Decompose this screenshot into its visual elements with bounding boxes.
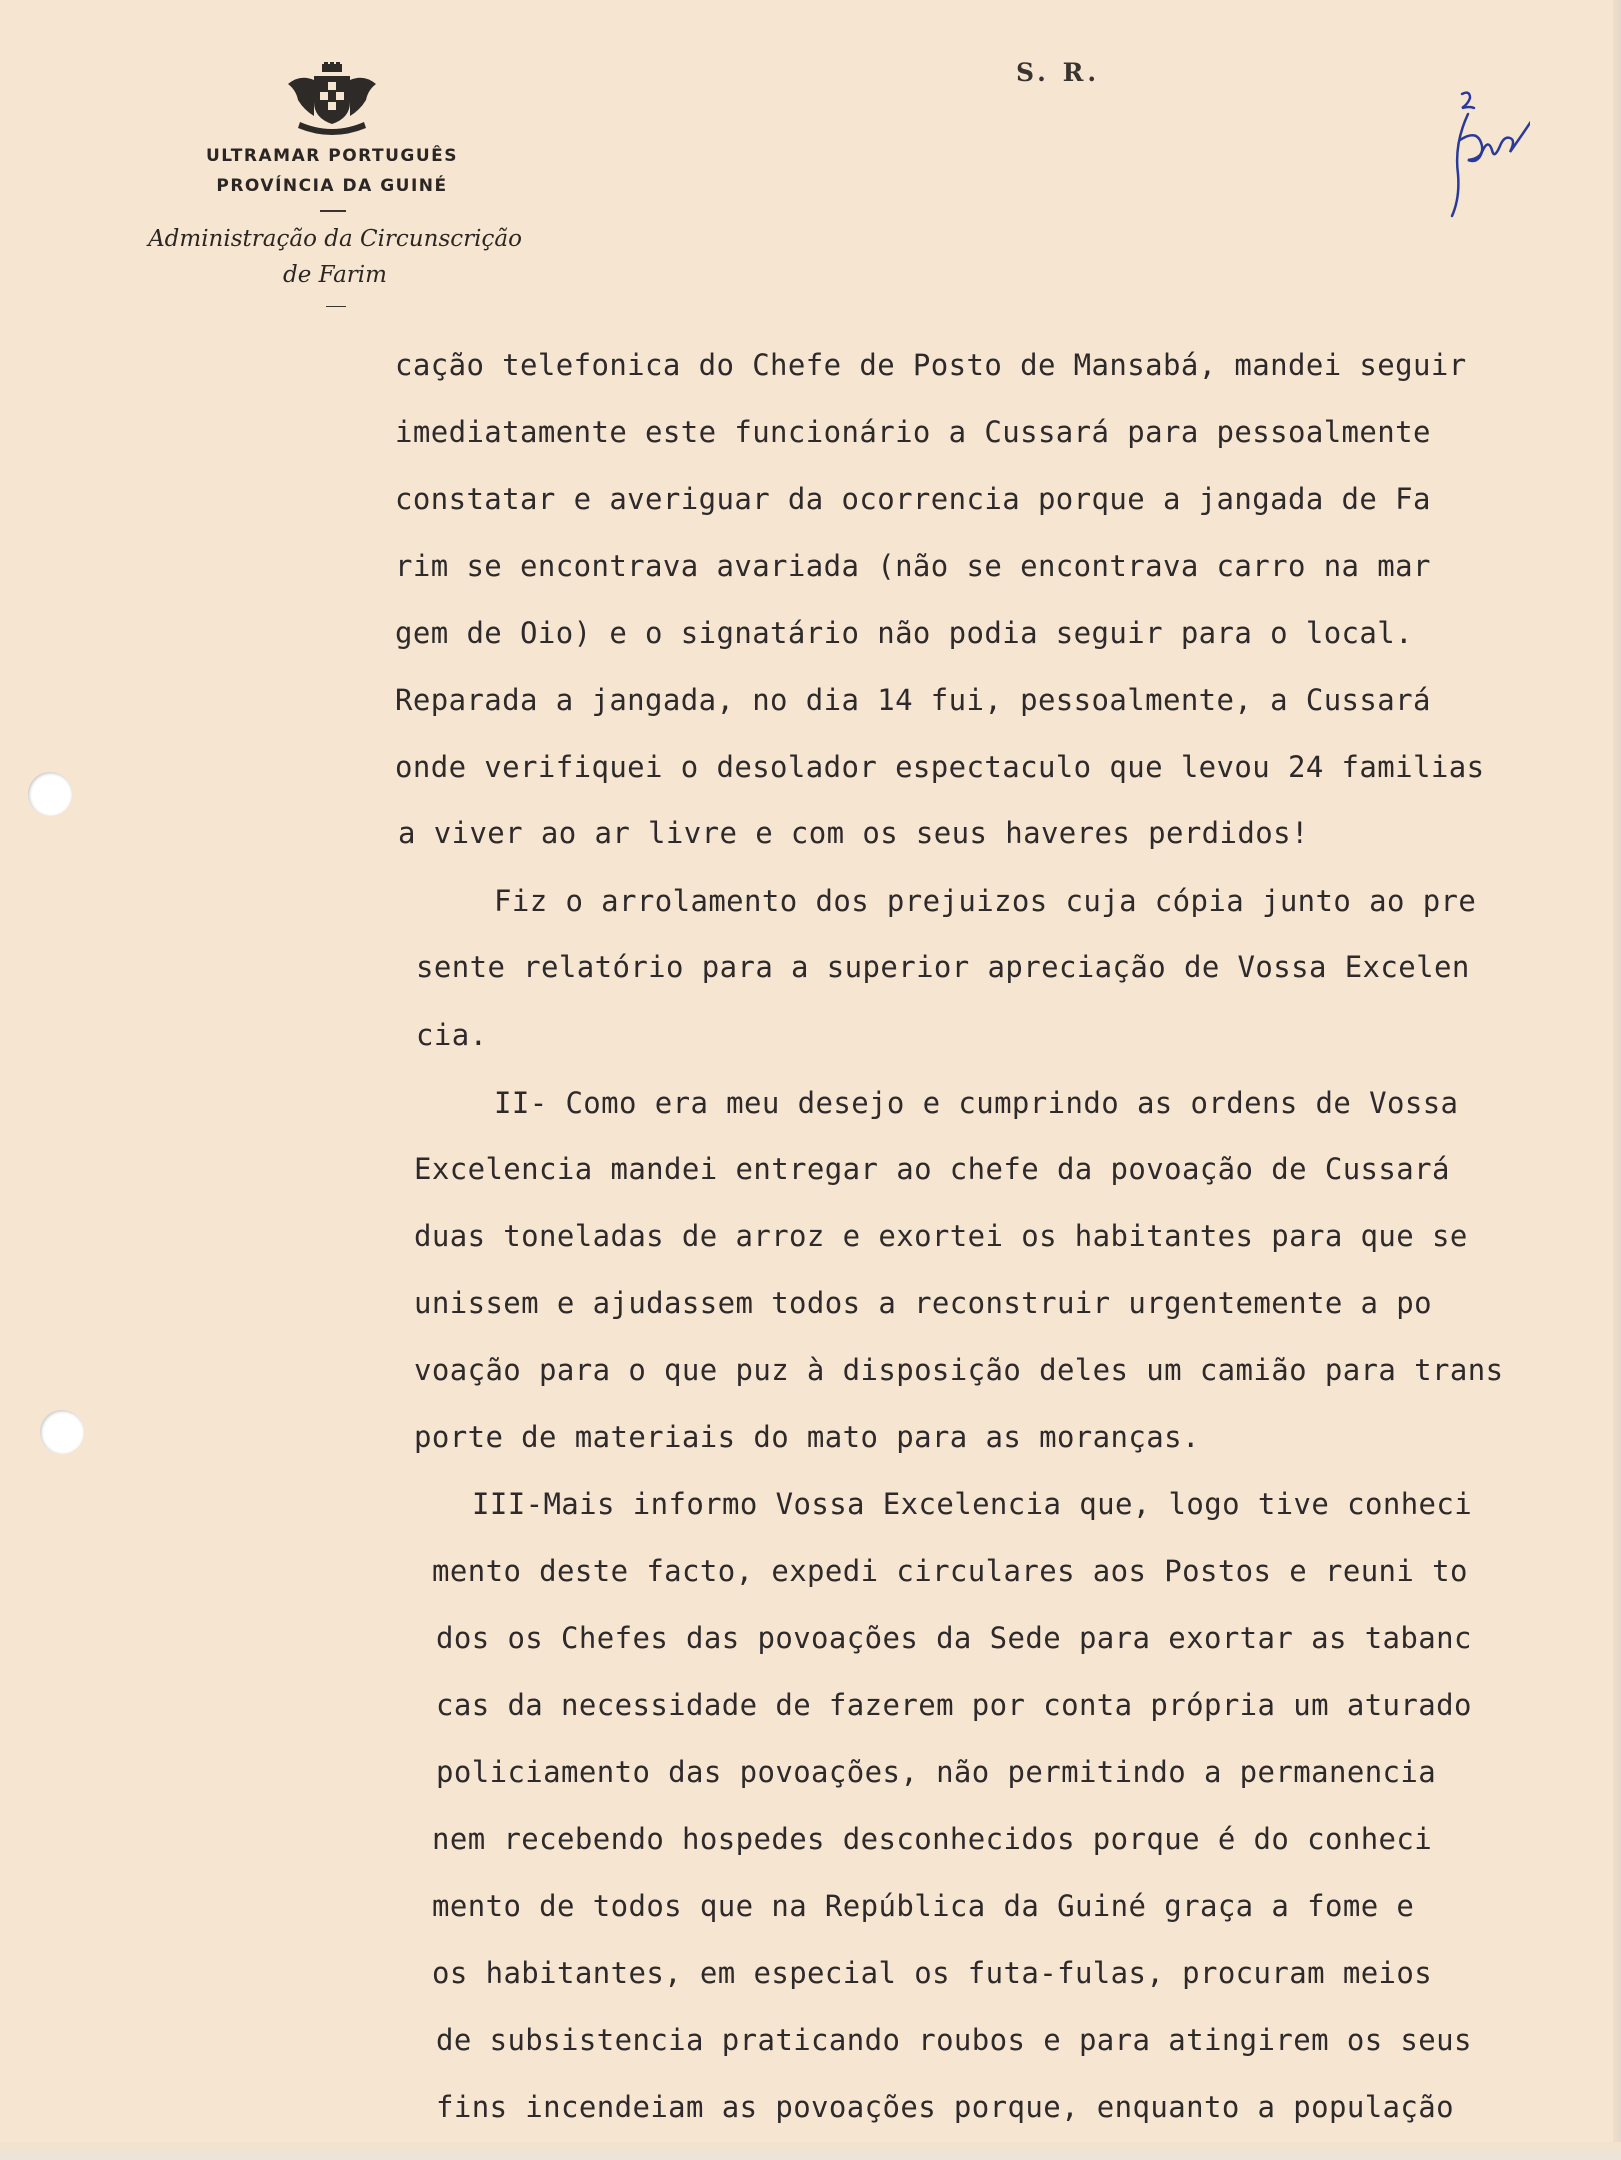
header-country: ULTRAMAR PORTUGUÊS	[205, 146, 458, 166]
header-divider	[320, 210, 346, 212]
body-line: mento de todos que na República da Guiné graça a fome e	[432, 1889, 1415, 1923]
body-line: porte de materiais do mato para as moranças.	[414, 1420, 1200, 1454]
body-line: Reparada a jangada, no dia 14 fui, pessoalmente, a Cussará	[395, 683, 1431, 717]
body-line: policiamento das povoações, não permitindo a permanencia	[436, 1755, 1437, 1789]
body-line: voação para o que puz à disposição deles um camião para trans	[414, 1353, 1504, 1387]
body-line: os habitantes, em especial os futa-fulas, procuram meios	[432, 1956, 1433, 1990]
body-line: a viver ao ar livre e com os seus haveres perdidos!	[398, 816, 1309, 850]
page-right-edge	[1613, 0, 1621, 2160]
punch-hole-bottom	[40, 1410, 84, 1454]
body-line: II- Como era meu desejo e cumprindo as ordens de Vossa	[494, 1086, 1459, 1120]
body-line: imediatamente este funcionário a Cussará para pessoalmente	[395, 415, 1431, 449]
header-office-line1: Administração da Circunscrição	[148, 226, 522, 252]
body-line: fins incendeiam as povoações porque, enquanto a população	[436, 2090, 1454, 2124]
body-line: Excelencia mandei entregar ao chefe da povoação de Cussará	[414, 1152, 1450, 1186]
body-line: unissem e ajudassem todos a reconstruir urgentemente a po	[414, 1286, 1432, 1320]
header-office-line2: de Farim	[283, 262, 387, 288]
punch-hole-top	[28, 772, 72, 816]
body-line: cia.	[416, 1018, 488, 1052]
body-line: duas toneladas de arroz e exortei os habitantes para que se	[414, 1219, 1468, 1253]
header-province: PROVÍNCIA DA GUINÉ	[216, 176, 448, 196]
body-line: dos os Chefes das povoações da Sede para exortar as tabanc	[436, 1621, 1472, 1655]
handwritten-signature	[1440, 88, 1530, 218]
body-line: sente relatório para a superior apreciação de Vossa Excelen	[416, 950, 1470, 984]
body-line: Fiz o arrolamento dos prejuizos cuja cópia junto ao pre	[494, 884, 1477, 918]
body-line: III-Mais informo Vossa Excelencia que, logo tive conheci	[472, 1487, 1473, 1521]
body-line: nem recebendo hospedes desconhecidos porque é do conheci	[432, 1822, 1433, 1856]
body-line: constatar e averiguar da ocorrencia porque a jangada de Fa	[395, 482, 1431, 516]
body-line: mento deste facto, expedi circulares aos Postos e reuni to	[432, 1554, 1468, 1588]
page-bottom-edge	[0, 2142, 1621, 2160]
body-line: onde verifiquei o desolador espectaculo que levou 24 familias	[395, 750, 1485, 784]
body-line: gem de Oio) e o signatário não podia seguir para o local.	[395, 616, 1413, 650]
body-line: rim se encontrava avariada (não se encontrava carro na mar	[395, 549, 1431, 583]
body-line: cas da necessidade de fazerem por conta própria um aturado	[436, 1688, 1472, 1722]
body-line: de subsistencia praticando roubos e para atingirem os seus	[436, 2023, 1472, 2057]
body-line: cação telefonica do Chefe de Posto de Mansabá, mandei seguir	[395, 348, 1467, 382]
classification-mark: S. R.	[1016, 58, 1101, 87]
coat-of-arms-icon	[284, 62, 380, 138]
header-divider-bottom	[326, 306, 346, 307]
